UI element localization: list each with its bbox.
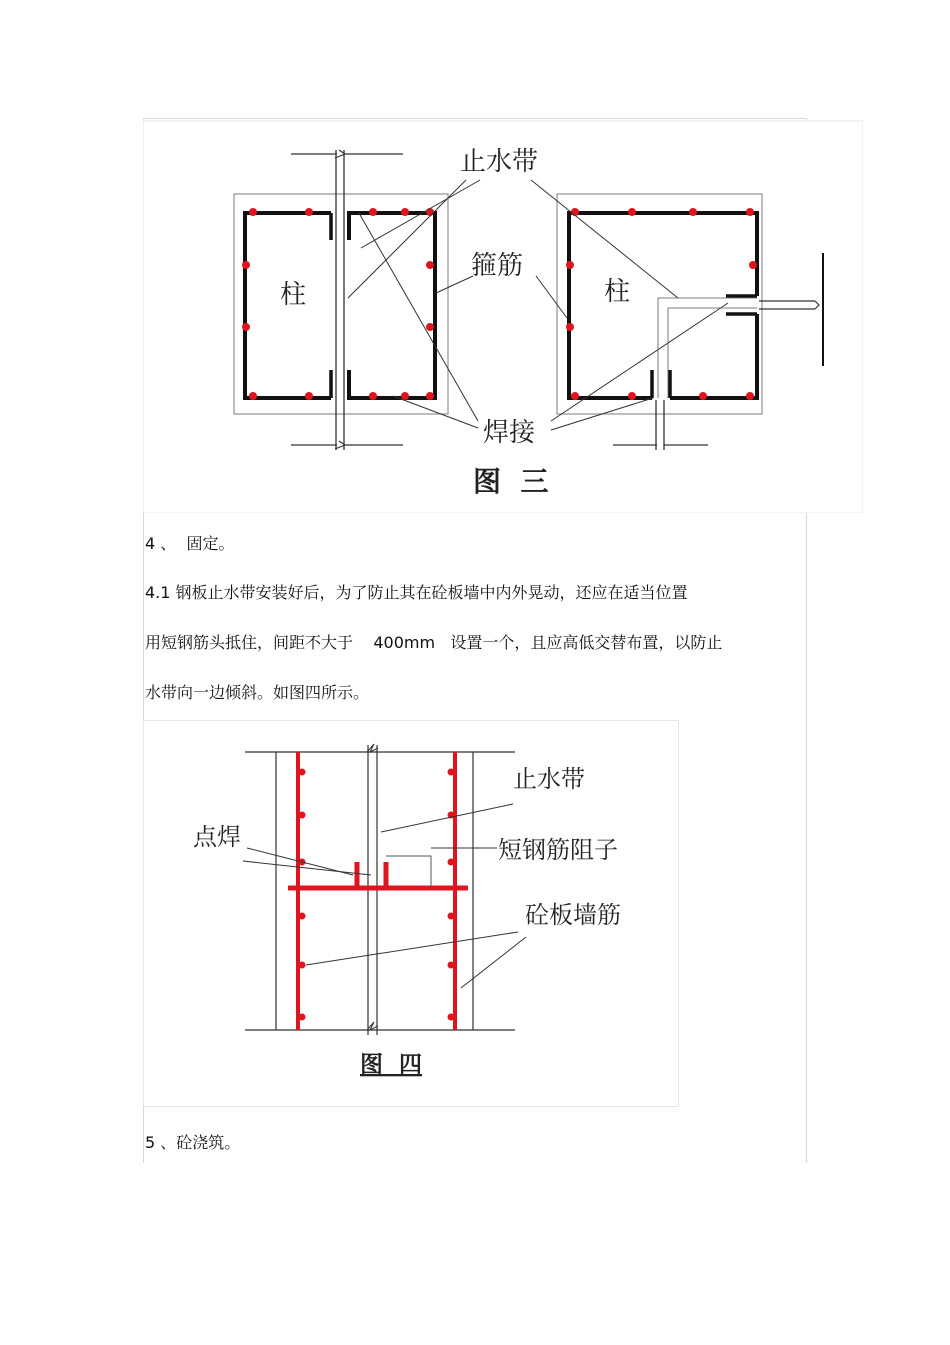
fig3-caption: 图 三: [473, 465, 549, 498]
section-4-paragraph-line-1: 4.1 钢板止水带安装好后，为了防止其在砼板墙中内外晃动，还应在适当位置: [145, 583, 688, 602]
wall-rebar-right: [453, 752, 457, 1030]
fig3-label-weld: 焊接: [483, 418, 536, 448]
section-5-heading: 5 、砼浇筑。: [145, 1133, 241, 1152]
fig4-label-spot-weld: 点焊: [193, 823, 241, 851]
figure-4-drawing: [143, 720, 681, 1108]
figure-3: [143, 118, 863, 513]
wall-rebar-left: [296, 752, 300, 1030]
fig4-label-waterstop: 止水带: [513, 765, 585, 793]
fig4-label-short-bar: 短钢筋阻子: [498, 836, 618, 864]
fig4-label-wall-bar: 砼板墙筋: [525, 901, 621, 929]
section-4-paragraph-line-3: 水带向一边倾斜。如图四所示。: [145, 683, 370, 702]
fig3-label-column-right: 柱: [604, 277, 631, 307]
fig3-label-stirrup: 箍筋: [471, 251, 524, 281]
fig3-label-column-left: 柱: [280, 280, 307, 310]
section-4-paragraph-line-2: 用短钢筋头抵住，间距不大于 400mm 设置一个，且应高低交替布置，以防止: [145, 633, 723, 652]
fig4-caption: 图 四: [360, 1052, 423, 1078]
figure-4: [143, 720, 681, 1108]
fig3-label-waterstop: 止水带: [460, 147, 539, 177]
section-4-heading: 4 、 固定。: [145, 534, 235, 553]
figure-3-drawing: [143, 118, 863, 513]
